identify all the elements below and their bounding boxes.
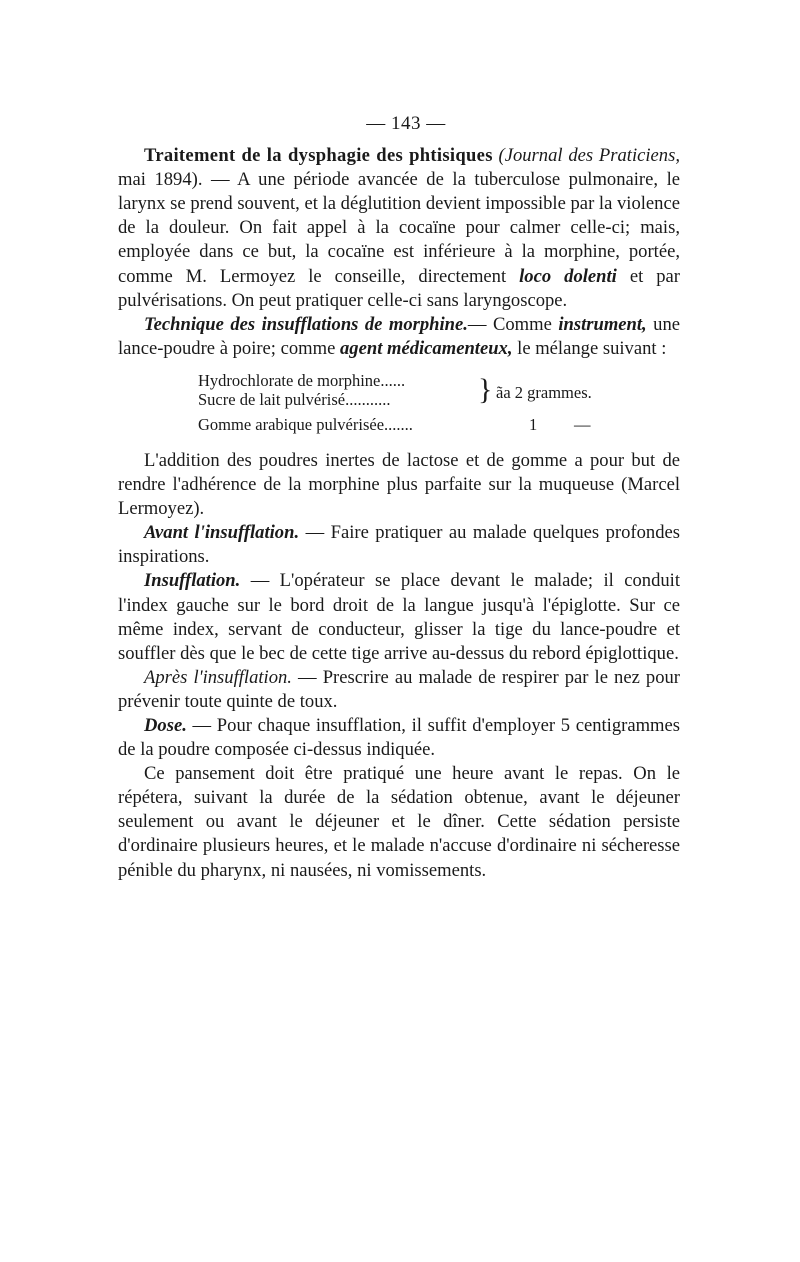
loco-dolenti: loco dolenti	[519, 265, 617, 287]
recipe-brace: }	[478, 372, 493, 406]
paragraph-7	[118, 714, 680, 762]
recipe-formula	[118, 369, 680, 443]
paragraph-2-text-a: — Comme	[467, 313, 559, 335]
paragraph-7-text: — Pour chaque insufflation, il suffit d'employer 5 centigrammes de la poudre composée ci-dessus indiquée.	[118, 714, 680, 761]
recipe-gum-unit: —	[574, 414, 591, 434]
paragraph-4	[118, 521, 680, 569]
paragraph-1-text: mai 1894). — A une période avancée de la tuberculose pulmonaire, le larynx se prend souvent, et la déglutition devient impossible par la violence de la douleur. On fait appel à la cocaïne pour calmer celle-ci; mais, employée dans ce but, la cocaïne est inférieure à la morphine, portée, comme M. Lermoyez le conseille, directement	[118, 169, 680, 287]
recipe-gum-dose: 1	[529, 414, 538, 434]
journal-reference: (Journal des Praticiens,	[498, 145, 680, 167]
recipe-shared-dose: ãa 2 grammes.	[496, 382, 592, 402]
book-page	[118, 112, 680, 883]
instrument-term: instrument,	[558, 313, 647, 335]
paragraph-3: L'addition des poudres inertes de lactose et de gomme a pour but de rendre l'adhérence de la morphine plus parfaite sur la muqueuse (Marcel Lermoyez).	[118, 449, 680, 520]
insufflation-heading: Insufflation.	[144, 570, 241, 592]
after-insufflation-heading: Après l'insufflation.	[144, 666, 292, 688]
paragraph-2-text-b: une lance-poudre à poire; comme	[118, 313, 680, 359]
technique-heading: Technique des insufflations de morphine.	[144, 313, 468, 335]
paragraph-1-text-end: et par pulvérisations. On peut pratiquer celle-ci sans laryngoscope.	[118, 265, 680, 311]
article-title: Traitement de la dysphagie des phtisiques	[144, 145, 493, 167]
recipe-line-morphine: Hydrochlorate de morphine......	[198, 370, 406, 390]
paragraph-4-text: — Faire pratiquer au malade quelques profondes inspirations.	[118, 522, 680, 568]
paragraph-6	[118, 666, 680, 714]
paragraph-2	[118, 313, 680, 361]
paragraph-2-text-c: le mélange suivant :	[512, 337, 667, 359]
paragraph-5-text: — L'opérateur se place devant le malade; il conduit l'index gauche sur le bord droit de la langue jusqu'à l'épiglotte. Sur ce même index, servant de conducteur, glisser la tige du lance-poudre et souffler dès que le bec de cette tige arrive au-dessus du rebord épiglottique.	[118, 570, 680, 664]
paragraph-5	[118, 569, 680, 665]
recipe-line-gum: Gomme arabique pulvérisée.......	[198, 414, 413, 434]
paragraph-8: Ce pansement doit être pratiqué une heure avant le repas. On le répétera, suivant la durée de la sédation obtenue, avant le déjeuner seulement ou avant le déjeuner et le dîner. Cette sédation persiste d'ordinaire plusieurs heures, et le malade n'accuse d'ordinaire ni sécheresse pénible du pharynx, ni nausées, ni vomissements.	[118, 763, 680, 881]
before-insufflation-heading: Avant l'insufflation.	[144, 522, 300, 544]
agent-term: agent médicamenteux,	[340, 337, 513, 359]
page-number: — 143 —	[366, 113, 446, 134]
recipe-line-lactose: Sucre de lait pulvérisé...........	[198, 389, 391, 409]
dose-heading: Dose.	[144, 714, 187, 736]
paragraph-1	[118, 144, 680, 313]
paragraph-6-text: — Prescrire au malade de respirer par le nez pour prévenir toute quinte de toux.	[118, 666, 680, 712]
